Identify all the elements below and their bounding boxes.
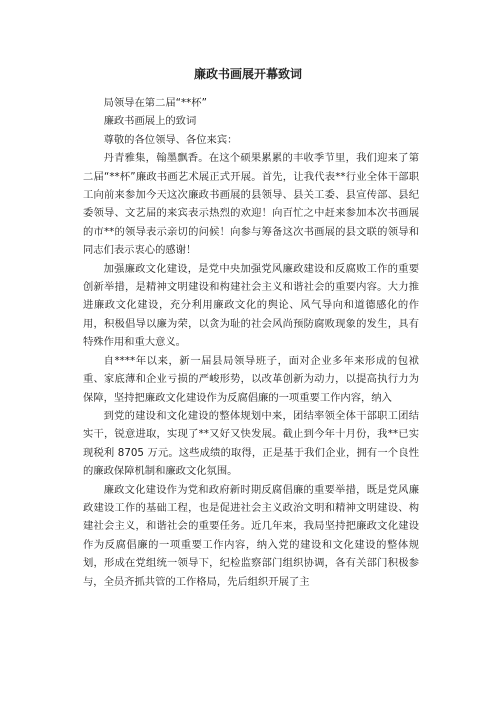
paragraph-achievements: 到党的建设和文化建设的整体规划中来，团结率领全体干部职工团结实干，锐意进取，实现了**又好又快发展。截止到今年十月份，我**已实现税利 8705 万元。这些成绩的取得，正是基于我们企业，拥有一个良性的廉政保障机制和廉政文化氛围。 <box>83 409 419 478</box>
paragraph-significance: 加强廉政文化建设，是党中央加强党风廉政建设和反腐败工作的重要创新举措，是精神文明建设和构建社会主义和谐社会的重要内容。大力推进廉政文化建设，充分利用廉政文化的舆论、风气导向和道德感化的作用，积极倡导以廉为荣，以贪为耻的社会风尚预防腐败现象的发生，具有特殊作用和重大意义。 <box>83 262 419 349</box>
paragraph-measures: 廉政文化建设作为党和政府新时期反腐倡廉的重要举措，既是党风廉政建设工作的基础工程，也是促进社会主义政治文明和精神文明建设、构建社会主义，和谐社会的重要任务。近几年来，我局坚持把廉政文化建设作为反腐倡廉的一项重要工作内容，纳入党的建设和文化建设的整体规划，形成在党组统一领导下，纪检监察部门组织协调，各有关部门积极参与，全员齐抓共管的工作格局，先后组织开展了主 <box>83 483 419 588</box>
salutation: 尊敬的各位领导、各位来宾： <box>103 133 238 146</box>
document-title: 廉政书画展开幕致词 <box>193 67 302 81</box>
subtitle-line-1: 局领导在第二届“**杯” <box>103 97 207 109</box>
subtitle-line-2: 廉政书画展上的致词 <box>103 115 197 128</box>
document-body <box>83 94 419 591</box>
paragraph-background: 自****年以来，新一届县局领导班子，面对企业多年来形成的包袱重、家底薄和企业亏损的严峻形势，以改革创新为动力，以提高执行力为保障，坚持把廉政文化建设作为反腐倡廉的一项重要工作内容，纳入 <box>83 354 419 404</box>
paragraph-welcome: 丹青雅集，翰墨飘香。在这个硕果累累的丰收季节里，我们迎来了第二届“**杯”廉政书画艺术展正式开展。首先，让我代表**行业全体干部职工向前来参加今天这次廉政书画展的县领导、县关工委、县宣传部、县纪委领导、文艺届的来宾表示热烈的欢迎！向百忙之中赶来参加本次书画展的市**的领导表示亲切的问候！向参与筹备这次书画展的县文联的领导和同志们表示衷心的感谢！ <box>83 152 419 257</box>
